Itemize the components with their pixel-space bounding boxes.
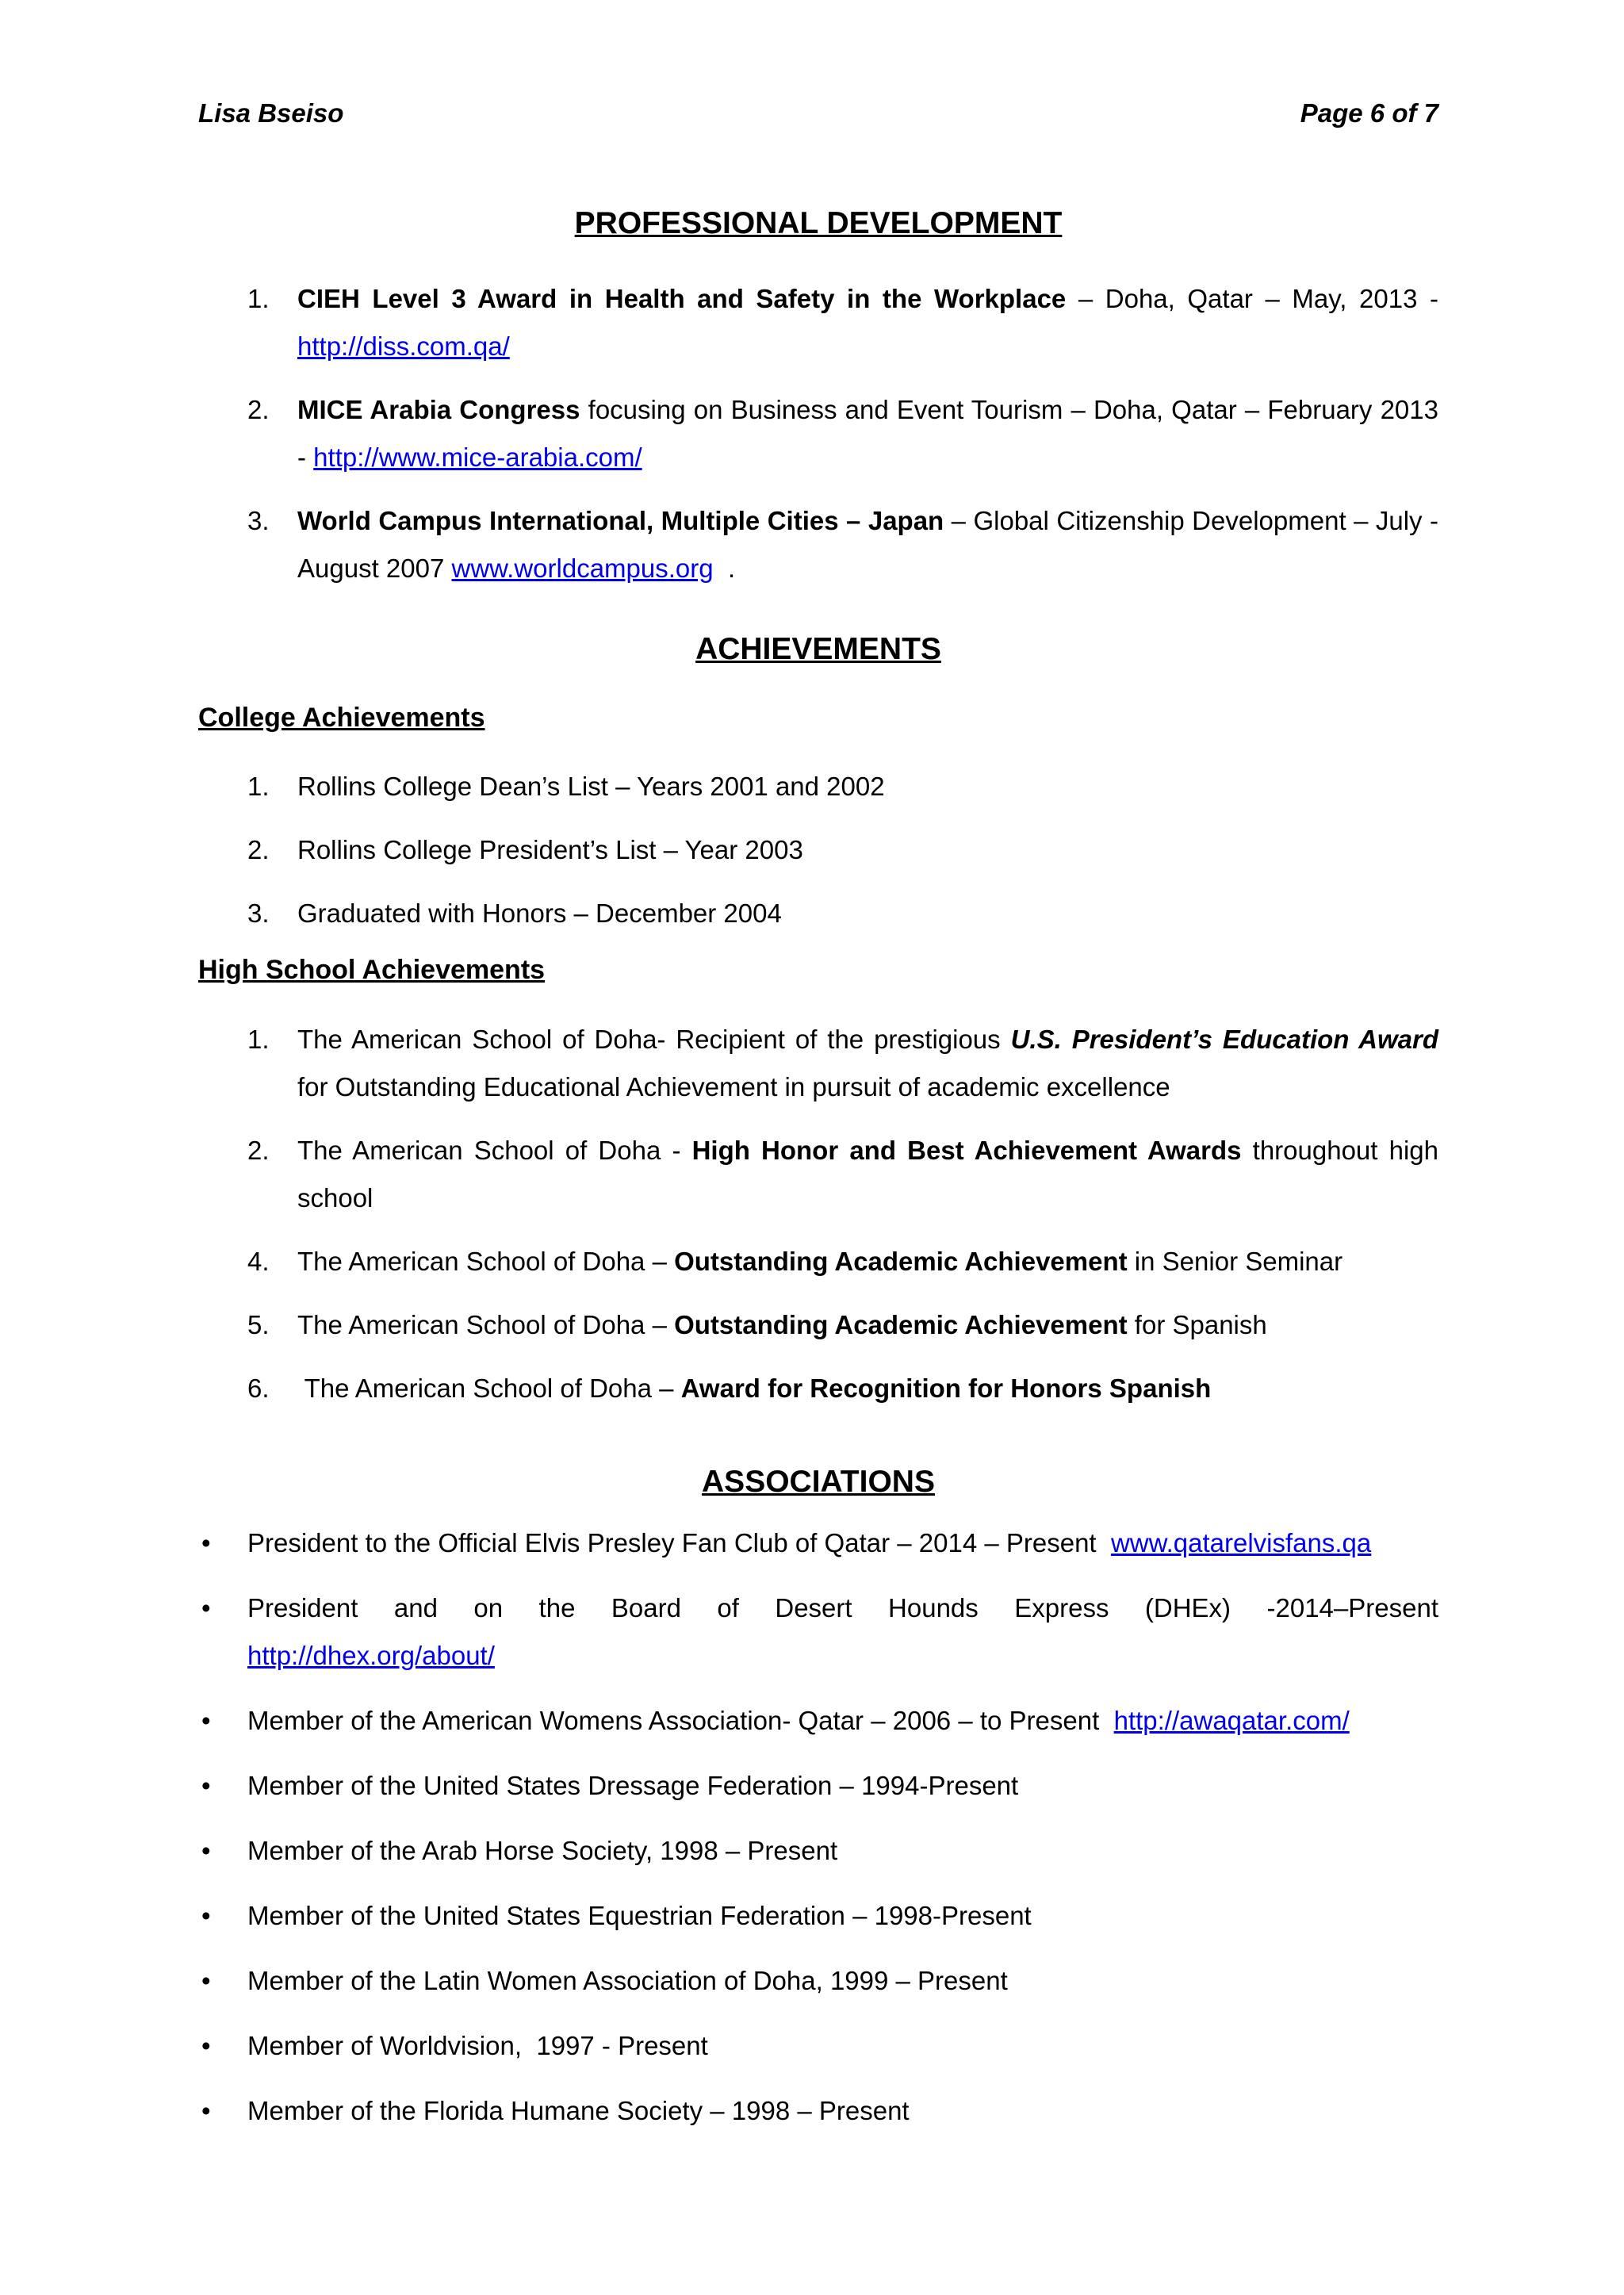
item-award: U.S. President’s Education Award — [1010, 1024, 1438, 1054]
list-item — [198, 1892, 1438, 1940]
bullet-icon: • — [201, 1835, 211, 1865]
item-number: 4. — [247, 1246, 270, 1276]
bullet-icon: • — [201, 1592, 211, 1623]
item-award: Outstanding Academic Achievement — [674, 1309, 1128, 1339]
item-text: President and on the Board of Desert Hounds Express (DHEx) -2014–Present — [247, 1592, 1438, 1623]
item-link[interactable]: http://dhex.org/about/ — [247, 1640, 495, 1670]
item-number: 2. — [247, 395, 270, 424]
list-item — [198, 1827, 1438, 1875]
bullet-icon: • — [201, 1965, 211, 1995]
section-title-achievements: ACHIEVEMENTS — [695, 632, 941, 666]
list-item — [198, 826, 1438, 874]
item-link[interactable]: www.qatarelvisfans.qa — [1110, 1527, 1372, 1557]
list-item — [198, 1016, 1438, 1111]
item-text: The American School of Doha – — [297, 1309, 675, 1339]
item-number: 1. — [247, 1024, 270, 1054]
item-text: throughout high school — [297, 1135, 1438, 1213]
item-text: The American School of Doha- Recipient of the prestigious — [297, 1024, 1011, 1054]
item-text: Member of the American Womens Association- Qatar – 2006 – to Present — [247, 1705, 1114, 1735]
item-text: Graduated with Honors – December 2004 — [297, 898, 782, 929]
list-item — [198, 1697, 1438, 1745]
item-award: Outstanding Academic Achievement — [674, 1246, 1128, 1276]
bullet-icon: • — [201, 1770, 211, 1800]
list-item — [198, 1127, 1438, 1222]
bullet-icon: • — [201, 2030, 211, 2060]
item-award: High Honor and Best Achievement Awards — [691, 1135, 1242, 1165]
item-text: Member of the Florida Humane Society – 1998 – Present — [247, 2095, 910, 2125]
list-item — [198, 497, 1438, 592]
item-text: Rollins College Dean’s List – Years 2001 and 2002 — [297, 772, 885, 802]
item-link[interactable]: http://www.mice-arabia.com/ — [313, 443, 642, 472]
list-item — [198, 763, 1438, 810]
item-link[interactable]: http://diss.com.qa/ — [297, 331, 510, 361]
associations-list — [198, 1519, 1438, 2135]
item-number: 2. — [247, 835, 270, 865]
item-tail: . — [713, 554, 736, 583]
item-text: President to the Official Elvis Presley Fan Club of Qatar – 2014 – Present — [247, 1527, 1111, 1557]
item-number: 3. — [247, 506, 270, 535]
item-link[interactable]: http://awaqatar.com/ — [1113, 1705, 1350, 1735]
item-text: for Spanish — [1127, 1309, 1267, 1339]
list-item — [198, 2087, 1438, 2135]
list-item — [198, 1365, 1438, 1412]
list-item — [198, 1957, 1438, 2005]
list-item — [198, 386, 1438, 481]
list-item — [198, 1301, 1438, 1349]
item-text: Member of the Latin Women Association of Doha, 1999 – Present — [247, 1965, 1008, 1995]
item-text: – Doha, Qatar – May, 2013 - — [1066, 284, 1438, 313]
list-item — [198, 1762, 1438, 1810]
section-title-professional-development: PROFESSIONAL DEVELOPMENT — [574, 206, 1063, 241]
high-school-achievements-list — [198, 1016, 1438, 1412]
item-title: World Campus International, Multiple Cities – Japan — [297, 506, 944, 535]
item-text: Member of Worldvision, 1997 - Present — [247, 2030, 708, 2060]
list-item — [198, 1238, 1438, 1285]
page-header — [198, 97, 1438, 129]
subsection-title-high-school: High School Achievements — [198, 955, 546, 986]
list-item — [198, 1584, 1438, 1680]
item-text: Rollins College President’s List – Year 2003 — [297, 835, 803, 865]
page-number: Page 6 of 7 — [1300, 98, 1438, 128]
item-text: for Outstanding Educational Achievement in pursuit of academic excellence — [297, 1071, 1170, 1102]
item-title: MICE Arabia Congress — [297, 395, 580, 424]
item-text: Member of the United States Dressage Federation – 1994-Present — [247, 1770, 1019, 1800]
item-number: 5. — [247, 1309, 270, 1339]
bullet-icon: • — [201, 1527, 211, 1557]
college-achievements-list — [198, 763, 1438, 937]
bullet-icon: • — [201, 2095, 211, 2125]
item-number: 1. — [247, 284, 270, 313]
item-text: The American School of Doha – — [297, 1246, 675, 1276]
item-number: 1. — [247, 772, 270, 802]
item-text: The American School of Doha – — [297, 1373, 681, 1403]
item-number: 6. — [247, 1373, 270, 1403]
section-title-associations: ASSOCIATIONS — [702, 1464, 935, 1499]
item-number: 2. — [247, 1135, 270, 1165]
list-item — [198, 2022, 1438, 2070]
item-title: CIEH Level 3 Award in Health and Safety in the Workplace — [297, 284, 1067, 313]
list-item — [198, 890, 1438, 937]
item-text: focusing on Business and Event Tourism – Doha, Qatar – February 2013 - — [297, 395, 1438, 472]
item-text: The American School of Doha - — [297, 1135, 692, 1165]
list-item — [198, 275, 1438, 370]
item-link[interactable]: www.worldcampus.org — [451, 554, 714, 583]
professional-development-list — [198, 275, 1438, 592]
bullet-icon: • — [201, 1900, 211, 1930]
author-name: Lisa Bseiso — [198, 98, 344, 128]
item-award: Award for Recognition for Honors Spanish — [680, 1373, 1212, 1403]
item-number: 3. — [247, 898, 270, 929]
list-item — [198, 1519, 1438, 1567]
item-text: in Senior Seminar — [1127, 1246, 1343, 1276]
bullet-icon: • — [201, 1705, 211, 1735]
item-text: – Global Citizenship Development – July - August 2007 — [297, 506, 1438, 583]
item-text: Member of the United States Equestrian Federation – 1998-Present — [247, 1900, 1032, 1930]
subsection-title-college: College Achievements — [198, 702, 485, 733]
item-text: Member of the Arab Horse Society, 1998 – Present — [247, 1835, 838, 1865]
